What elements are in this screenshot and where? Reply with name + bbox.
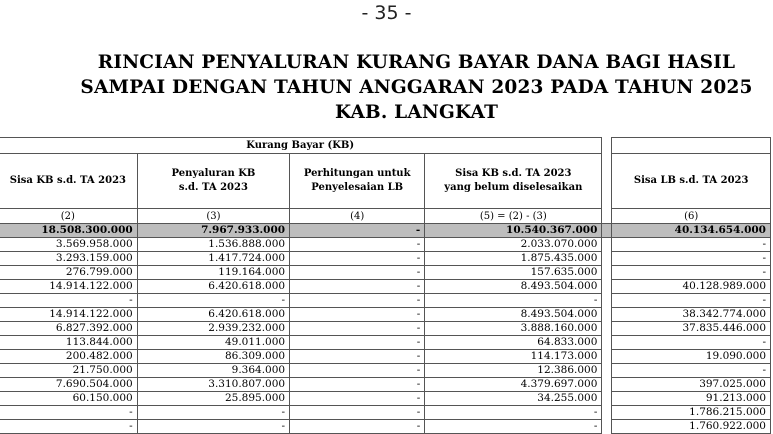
gap-cell — [602, 420, 612, 434]
gap-cell — [602, 308, 612, 322]
title-line-3: KAB. LANGKAT — [334, 102, 499, 123]
table-row — [0, 294, 771, 308]
column-number: (3) — [137, 209, 289, 224]
table-row — [0, 420, 771, 434]
table-cell: 8.493.504.000 — [425, 308, 602, 322]
column-header-row — [0, 154, 771, 209]
column-number: (4) — [290, 209, 425, 224]
column-header-sisa-kb: Sisa KB s.d. TA 2023 — [0, 154, 137, 209]
gap-cell — [602, 224, 612, 238]
table-cell: 1.417.724.000 — [137, 252, 289, 266]
table-cell: 9.364.000 — [137, 364, 289, 378]
table-cell: 114.173.000 — [425, 350, 602, 364]
column-header-perhitungan-lb: Perhitungan untuk Penyelesaian LB — [290, 154, 425, 209]
gap-cell — [602, 280, 612, 294]
table-cell: 3.293.159.000 — [0, 252, 137, 266]
table-cell: 12.386.000 — [425, 364, 602, 378]
gap-cell — [602, 238, 612, 252]
column-header-sisa-lb: Sisa LB s.d. TA 2023 — [612, 154, 771, 209]
table-cell: - — [290, 420, 425, 434]
table-cell: 21.750.000 — [0, 364, 137, 378]
gap-cell — [602, 322, 612, 336]
table-cell: 4.379.697.000 — [425, 378, 602, 392]
table-cell: - — [137, 294, 289, 308]
table-cell: - — [290, 406, 425, 420]
table-cell: 38.342.774.000 — [612, 308, 771, 322]
gap-cell — [602, 154, 612, 209]
table-cell: 119.164.000 — [137, 266, 289, 280]
table-cell: 6.827.392.000 — [0, 322, 137, 336]
table-cell: - — [425, 420, 602, 434]
table-cell: 276.799.000 — [0, 266, 137, 280]
gap-cell — [602, 294, 612, 308]
table-cell: 40.128.989.000 — [612, 280, 771, 294]
table-cell: - — [612, 294, 771, 308]
table-cell: 397.025.000 — [612, 378, 771, 392]
gap-cell — [602, 350, 612, 364]
table-cell: - — [290, 266, 425, 280]
table-cell: 86.309.000 — [137, 350, 289, 364]
table-cell: 91.213.000 — [612, 392, 771, 406]
table-cell: - — [137, 420, 289, 434]
table-row — [0, 266, 771, 280]
table-cell: - — [612, 364, 771, 378]
table-cell: - — [290, 336, 425, 350]
table-cell: 1.760.922.000 — [612, 420, 771, 434]
table-row — [0, 322, 771, 336]
gap-cell — [602, 138, 612, 154]
table-cell: 1.536.888.000 — [137, 238, 289, 252]
table-cell: 200.482.000 — [0, 350, 137, 364]
table-cell: 7.690.504.000 — [0, 378, 137, 392]
gap-cell — [602, 336, 612, 350]
table-cell: - — [612, 266, 771, 280]
total-cell: 18.508.300.000 — [0, 224, 137, 238]
table-row — [0, 238, 771, 252]
total-cell: - — [290, 224, 425, 238]
table-row — [0, 336, 771, 350]
table-cell: 14.914.122.000 — [0, 308, 137, 322]
group-header-row — [0, 138, 771, 154]
table-cell: 1.875.435.000 — [425, 252, 602, 266]
column-number-row — [0, 209, 771, 224]
table-cell: 2.033.070.000 — [425, 238, 602, 252]
table-cell: - — [290, 392, 425, 406]
table-cell: - — [137, 406, 289, 420]
gap-cell — [602, 252, 612, 266]
table-row — [0, 392, 771, 406]
title-line-1: RINCIAN PENYALURAN KURANG BAYAR DANA BAGI HASIL — [97, 52, 736, 73]
table-cell: - — [0, 294, 137, 308]
column-number: (2) — [0, 209, 137, 224]
total-row — [0, 224, 771, 238]
document-title — [0, 50, 773, 125]
group-header-blank — [612, 138, 771, 154]
table-cell: - — [0, 406, 137, 420]
table-cell: - — [0, 420, 137, 434]
table-cell: 19.090.000 — [612, 350, 771, 364]
table-cell: - — [612, 336, 771, 350]
table-cell: 49.011.000 — [137, 336, 289, 350]
table-row — [0, 350, 771, 364]
gap-cell — [602, 364, 612, 378]
table-cell: - — [290, 350, 425, 364]
total-cell: 40.134.654.000 — [612, 224, 771, 238]
table-cell: - — [290, 364, 425, 378]
rincian-table — [0, 137, 771, 434]
group-header-kurang-bayar: Kurang Bayar (KB) — [0, 138, 602, 154]
table-cell: - — [290, 308, 425, 322]
total-cell: 10.540.367.000 — [425, 224, 602, 238]
table-cell: 3.310.807.000 — [137, 378, 289, 392]
table-cell: 60.150.000 — [0, 392, 137, 406]
table-cell: - — [290, 294, 425, 308]
table-cell: 3.569.958.000 — [0, 238, 137, 252]
table-cell: 113.844.000 — [0, 336, 137, 350]
table-cell: - — [612, 238, 771, 252]
table-cell: - — [290, 252, 425, 266]
table-row — [0, 308, 771, 322]
column-header-sisa-kb-belum: Sisa KB s.d. TA 2023 yang belum diselesaikan — [425, 154, 602, 209]
table-cell: 6.420.618.000 — [137, 308, 289, 322]
table-row — [0, 364, 771, 378]
table-cell: - — [290, 238, 425, 252]
table-cell: - — [290, 378, 425, 392]
table-cell: 157.635.000 — [425, 266, 602, 280]
column-header-penyaluran-kb: Penyaluran KB s.d. TA 2023 — [137, 154, 289, 209]
table-cell: - — [612, 252, 771, 266]
table-cell: 8.493.504.000 — [425, 280, 602, 294]
column-number: (6) — [612, 209, 771, 224]
table-cell: - — [290, 280, 425, 294]
table-cell: 64.833.000 — [425, 336, 602, 350]
table-cell: 3.888.160.000 — [425, 322, 602, 336]
table-row — [0, 280, 771, 294]
table-cell: 2.939.232.000 — [137, 322, 289, 336]
table-row — [0, 252, 771, 266]
page-number: - 35 - — [361, 2, 412, 24]
column-number: (5) = (2) - (3) — [425, 209, 602, 224]
table-row — [0, 378, 771, 392]
table-cell: - — [290, 322, 425, 336]
gap-cell — [602, 209, 612, 224]
table-cell: 34.255.000 — [425, 392, 602, 406]
gap-cell — [602, 392, 612, 406]
table-cell: - — [425, 294, 602, 308]
gap-cell — [602, 406, 612, 420]
total-cell: 7.967.933.000 — [137, 224, 289, 238]
gap-cell — [602, 378, 612, 392]
table-cell: 6.420.618.000 — [137, 280, 289, 294]
table-cell: - — [425, 406, 602, 420]
table-cell: 1.786.215.000 — [612, 406, 771, 420]
table-cell: 14.914.122.000 — [0, 280, 137, 294]
title-line-2: SAMPAI DENGAN TAHUN ANGGARAN 2023 PADA TAHUN 2025 — [80, 77, 753, 98]
table-cell: 25.895.000 — [137, 392, 289, 406]
table-row — [0, 406, 771, 420]
gap-cell — [602, 266, 612, 280]
table-cell: 37.835.446.000 — [612, 322, 771, 336]
